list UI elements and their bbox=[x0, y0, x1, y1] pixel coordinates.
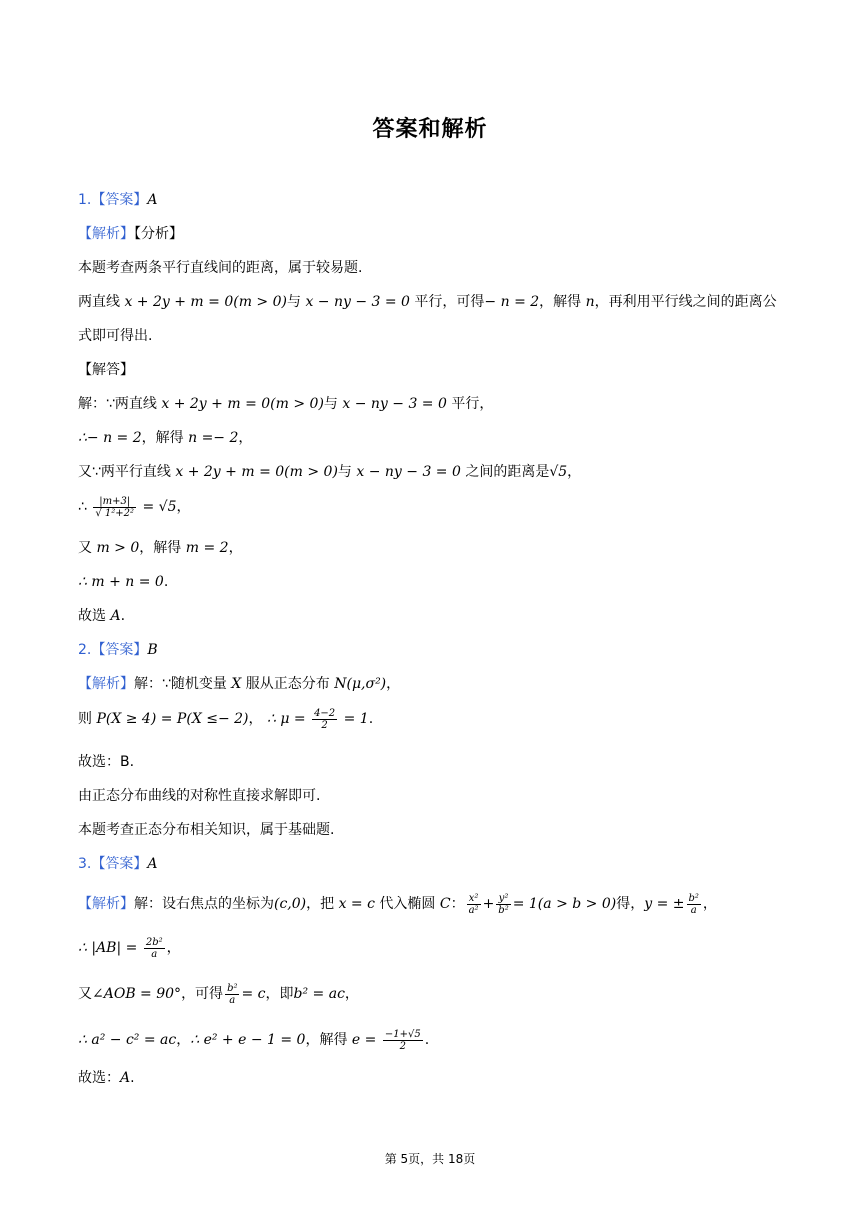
q1-fenxi-tag: 【分析】 bbox=[134, 226, 183, 242]
text: 与 bbox=[286, 294, 301, 310]
page-title: 答案和解析 bbox=[372, 117, 488, 142]
denominator: a bbox=[690, 904, 697, 916]
equation: C bbox=[439, 896, 451, 912]
equation: y = ± bbox=[644, 896, 685, 912]
text: 服从正态分布 bbox=[241, 676, 330, 692]
fraction bbox=[496, 893, 510, 916]
fraction bbox=[93, 496, 136, 519]
denominator: √ 1²+2² bbox=[95, 507, 135, 519]
q3-solution-2 bbox=[78, 934, 790, 962]
q1-solution-7 bbox=[78, 606, 790, 626]
text: ： bbox=[450, 896, 465, 912]
q2-jiexi-tag: 【解析】 bbox=[78, 676, 134, 692]
text: ，可得 bbox=[181, 986, 224, 1002]
q2-solution-2 bbox=[78, 706, 790, 732]
denominator: a² bbox=[468, 904, 479, 916]
fraction bbox=[144, 937, 165, 960]
equation: m = 2 bbox=[185, 540, 229, 556]
fraction bbox=[312, 708, 337, 731]
text: ， bbox=[248, 711, 263, 727]
q1-analysis-1: 本题考查两条平行直线间的距离，属于较易题. bbox=[78, 260, 363, 276]
q1-solution-5 bbox=[78, 538, 790, 558]
q3-answer-line bbox=[78, 854, 790, 874]
text: 又 bbox=[78, 540, 92, 556]
q1-solution-4 bbox=[78, 494, 790, 520]
q3-solution-1 bbox=[78, 890, 790, 918]
q3-solution-5 bbox=[78, 1068, 790, 1088]
text: ，再利用平行线之间的距离公 bbox=[594, 294, 777, 310]
equation: ∴ |AB| = bbox=[78, 940, 138, 956]
numerator: b² bbox=[688, 892, 699, 904]
equation: = 1 bbox=[343, 711, 369, 727]
q1-analysis-2 bbox=[78, 292, 790, 312]
denominator: b² bbox=[498, 904, 509, 916]
text: ，解得 bbox=[539, 294, 582, 310]
equation: x − ny − 3 = 0 bbox=[342, 396, 447, 412]
text: ， bbox=[228, 540, 243, 556]
q2-answer-tag: 【答案】 bbox=[91, 642, 148, 658]
q1-jiexi-tag: 【解析】 bbox=[78, 226, 134, 242]
q3-jiexi-tag: 【解析】 bbox=[78, 896, 134, 912]
text: 故选： bbox=[78, 1070, 120, 1086]
denominator: 2 bbox=[321, 719, 328, 731]
equation: x = c bbox=[338, 896, 375, 912]
q1-solution-1 bbox=[78, 394, 790, 414]
equation: n bbox=[585, 294, 595, 310]
q1-answer-tag: 【答案】 bbox=[91, 192, 148, 208]
equation: A bbox=[110, 608, 121, 624]
q2-answer: B bbox=[147, 642, 158, 658]
q1-solution-6 bbox=[78, 572, 790, 592]
q2-solution-3: 故选：B. bbox=[78, 754, 135, 770]
text: ，即 bbox=[265, 986, 294, 1002]
fraction bbox=[467, 893, 481, 916]
q3-answer: A bbox=[147, 856, 158, 872]
text: 得， bbox=[616, 896, 645, 912]
equation: ∴ e² + e − 1 = 0 bbox=[190, 1032, 306, 1048]
equation: A bbox=[120, 1070, 131, 1086]
equation: ∴ m + n = 0 bbox=[78, 574, 164, 590]
equation: m > 0 bbox=[96, 540, 140, 556]
numerator: −1+√5 bbox=[384, 1028, 421, 1040]
text: 解：∵两直线 bbox=[78, 396, 157, 412]
q3-solution-4 bbox=[78, 1026, 790, 1054]
q1-number: 1. bbox=[78, 192, 92, 208]
equation: x − ny − 3 = 0 bbox=[305, 294, 410, 310]
text: 又∵两平行直线 bbox=[78, 464, 171, 480]
fraction bbox=[225, 983, 239, 1006]
page-footer: 第 5页，共 18页 bbox=[384, 1152, 476, 1166]
fraction bbox=[383, 1029, 423, 1052]
equation: X bbox=[231, 676, 242, 692]
text: . bbox=[424, 1032, 430, 1048]
numerator: 4−2 bbox=[314, 707, 336, 719]
text: 平行，可得 bbox=[409, 294, 485, 310]
equation: − n = 2 bbox=[484, 294, 540, 310]
equation: ∠AOB = 90° bbox=[92, 986, 182, 1002]
text: 与 bbox=[337, 464, 352, 480]
text: ，解得 bbox=[139, 540, 182, 556]
text: ， bbox=[702, 896, 717, 912]
equation: ∴− n = 2 bbox=[78, 430, 142, 446]
numerator: |m+3| bbox=[93, 496, 136, 508]
equation: ∴ a² − c² = ac bbox=[78, 1032, 177, 1048]
text: . bbox=[163, 574, 169, 590]
equation: + bbox=[482, 896, 495, 912]
text: 解：设右焦点的坐标为 bbox=[134, 896, 274, 912]
text: 之间的距离是 bbox=[460, 464, 550, 480]
equation: (c,0) bbox=[274, 896, 307, 912]
q1-answer-line bbox=[78, 190, 790, 210]
equation: b² = ac bbox=[293, 986, 345, 1002]
text: 解：∵随机变量 bbox=[134, 676, 227, 692]
equation: n =− 2 bbox=[188, 430, 239, 446]
denominator: 2 bbox=[399, 1040, 406, 1052]
text: 平行， bbox=[446, 396, 494, 412]
text: ∴ bbox=[78, 499, 87, 515]
text: 又 bbox=[78, 986, 92, 1002]
equation: ∴ μ = bbox=[266, 711, 306, 727]
text: . bbox=[130, 1070, 135, 1086]
q2-solution-5: 本题考查正态分布相关知识，属于基础题. bbox=[78, 822, 335, 838]
numerator: 2b² bbox=[145, 936, 163, 948]
q3-answer-tag: 【答案】 bbox=[91, 856, 148, 872]
text: 代入椭圆 bbox=[374, 896, 436, 912]
text: ， bbox=[176, 1032, 191, 1048]
text: 两直线 bbox=[78, 294, 120, 310]
q1-answer: A bbox=[147, 192, 158, 208]
equation: x + 2y + m = 0(m > 0) bbox=[175, 464, 338, 480]
text: 与 bbox=[323, 396, 338, 412]
equation: e = bbox=[351, 1032, 377, 1048]
text: ， bbox=[166, 940, 181, 956]
text: . bbox=[120, 608, 126, 624]
q1-tags-line bbox=[78, 224, 790, 244]
text: ，把 bbox=[306, 896, 335, 912]
equation: √5 bbox=[549, 464, 568, 480]
equation: = 1(a > b > 0) bbox=[512, 896, 617, 912]
text: ， bbox=[238, 430, 253, 446]
text: ，解得 bbox=[305, 1032, 348, 1048]
q2-solution-4: 由正态分布曲线的对称性直接求解即可. bbox=[78, 788, 321, 804]
q1-solution-3 bbox=[78, 462, 790, 482]
text: ， bbox=[176, 499, 191, 515]
text: . bbox=[368, 711, 374, 727]
equation: x − ny − 3 = 0 bbox=[356, 464, 461, 480]
q1-solution-2 bbox=[78, 428, 790, 448]
denominator: a bbox=[151, 948, 158, 960]
q2-number: 2. bbox=[78, 642, 92, 658]
q1-jieda-tag: 【解答】 bbox=[78, 362, 134, 378]
q3-solution-3 bbox=[78, 980, 790, 1008]
numerator: y² bbox=[496, 893, 510, 905]
q3-number: 3. bbox=[78, 856, 92, 872]
equation: x + 2y + m = 0(m > 0) bbox=[124, 294, 287, 310]
text: ， bbox=[344, 986, 359, 1002]
q2-answer-line bbox=[78, 640, 790, 660]
equation: = √5 bbox=[142, 499, 177, 515]
q1-analysis-3: 式即可得出. bbox=[78, 328, 153, 344]
numerator: x² bbox=[467, 893, 481, 905]
equation: P(X ≥ 4) = P(X ≤− 2) bbox=[96, 711, 249, 727]
fraction bbox=[687, 893, 701, 916]
equation: = c bbox=[241, 986, 266, 1002]
numerator: b² bbox=[227, 982, 238, 994]
text: ，解得 bbox=[141, 430, 184, 446]
text: ， bbox=[567, 464, 582, 480]
text: 故选 bbox=[78, 608, 106, 624]
equation: N(μ,σ²) bbox=[334, 676, 387, 692]
q2-solution-1 bbox=[78, 674, 790, 694]
text: 则 bbox=[78, 711, 92, 727]
denominator: a bbox=[229, 994, 236, 1006]
text: ， bbox=[386, 676, 401, 692]
equation: x + 2y + m = 0(m > 0) bbox=[161, 396, 324, 412]
